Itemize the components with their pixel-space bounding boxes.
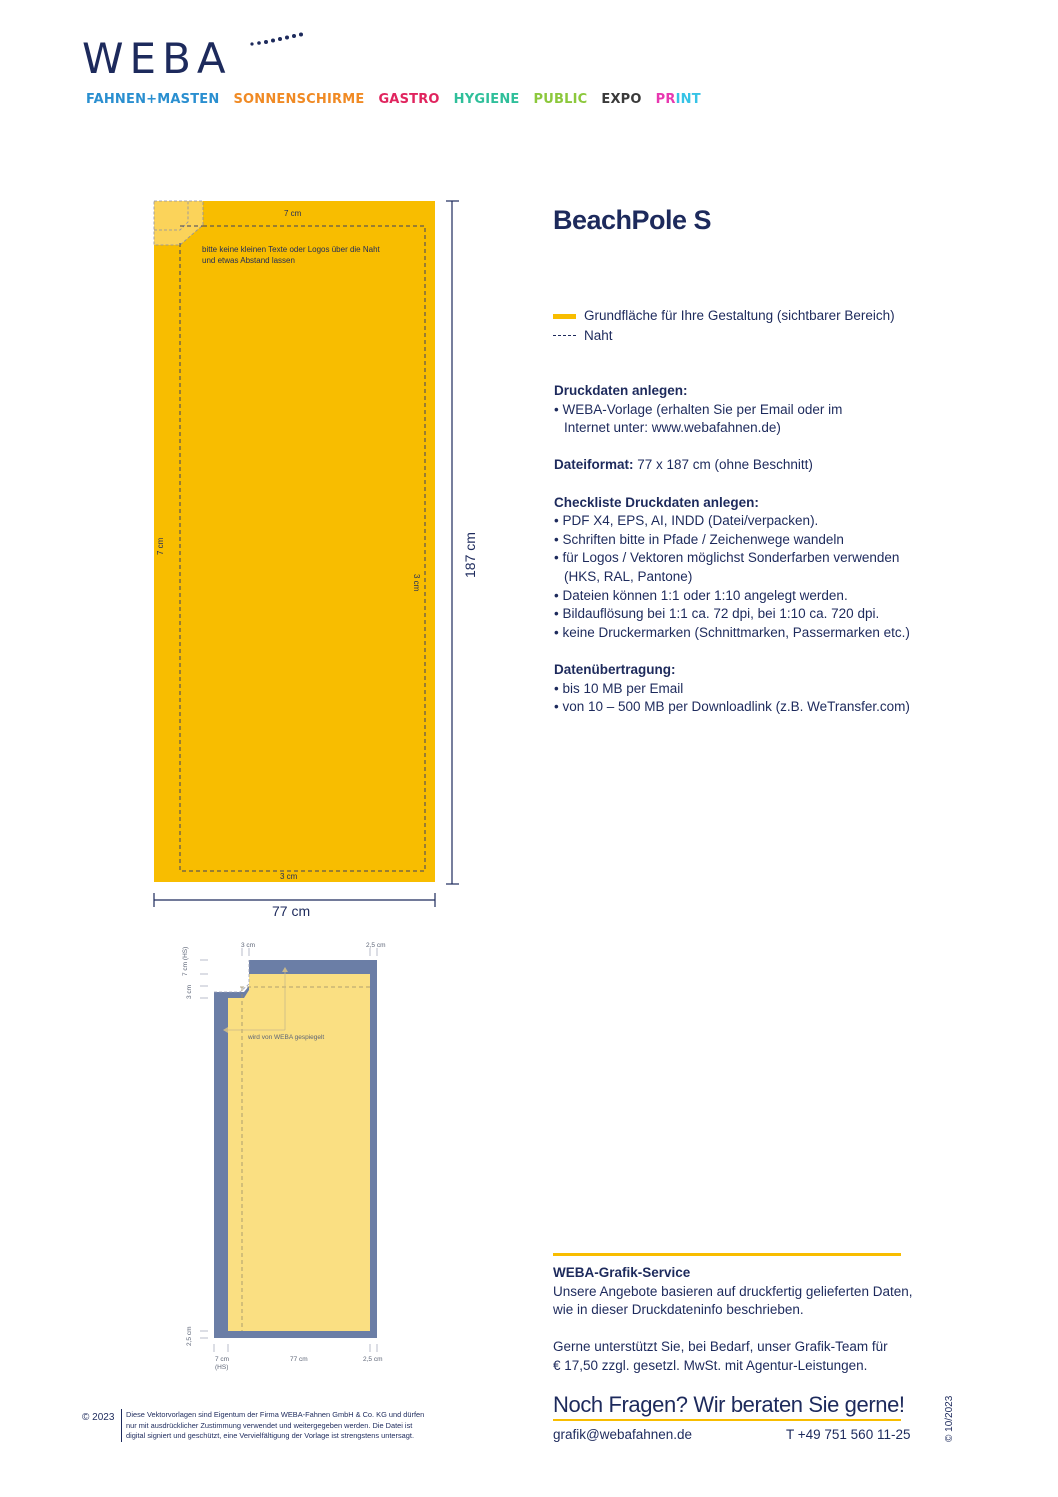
seam-note-line: und etwas Abstand lassen (202, 255, 295, 265)
detail-drawing (180, 940, 400, 1380)
legend-area (553, 307, 895, 326)
checkliste-item: • keine Druckermarken (Schnittmarken, Passermarken etc.) (554, 624, 910, 640)
category-print (656, 92, 701, 107)
disclaimer-line: digital signiert und geschützt, eine Vervielfältigung der Vorlage ist strengstens untersagt. (126, 1431, 414, 1441)
category-bar (86, 92, 701, 107)
contact-divider (553, 1419, 901, 1421)
service-text: € 17,50 zzgl. gesetzl. MwSt. mit Agentur-Leistungen. (553, 1357, 868, 1373)
top-dim-label: 7 cm (284, 209, 302, 218)
service-divider (553, 1253, 901, 1256)
checkliste-item: (HKS, RAL, Pantone) (564, 568, 693, 584)
checkliste-item: • für Logos / Vektoren möglichst Sonderfarben verwenden (554, 550, 900, 566)
detail-left-bottom-dim: 2,5 cm (186, 1326, 193, 1346)
legend-seam (553, 327, 895, 346)
uebertragung-heading: Datenübertragung: (554, 661, 676, 677)
product-title: BeachPole S (553, 205, 712, 235)
width-dim-label: 77 cm (272, 903, 311, 919)
detail-left-top-dim (182, 947, 189, 976)
disclaimer-line: Diese Vektorvorlagen sind Eigentum der Firma WEBA-Fahnen GmbH & Co. KG und dürfen (126, 1410, 425, 1419)
instructions (554, 382, 914, 717)
legend-area-label: Grundfläche für Ihre Gestaltung (sichtbarer Bereich) (584, 308, 895, 323)
category-part: PR (655, 92, 676, 107)
contact-headline: Noch Fragen? Wir beraten Sie gerne! (553, 1392, 905, 1417)
uebertragung-item: • von 10 – 500 MB per Downloadlink (z.B. WeTransfer.com) (554, 699, 910, 715)
dateiformat (554, 456, 914, 475)
checkliste-item: • Bildauflösung bei 1:1 ca. 72 dpi, bei 1:10 ca. 720 dpi. (554, 606, 880, 622)
footer-disclaimer (126, 1410, 424, 1442)
category-sonnenschirme: SONNENSCHIRME (233, 92, 365, 107)
service-text: wie in dieser Druckdateninfo beschrieben. (553, 1302, 804, 1318)
logo-dots-icon (248, 32, 308, 52)
detail-top-right-dim: 2,5 cm (366, 942, 386, 949)
category-fahnen-masten: FAHNEN+MASTEN (86, 92, 220, 107)
dateiformat-value: 77 x 187 cm (ohne Beschnitt) (633, 457, 813, 473)
footer-divider (121, 1409, 122, 1442)
category-expo: EXPO (601, 92, 642, 107)
legend-seam-swatch (553, 335, 576, 336)
druckdaten-item: • WEBA-Vorlage (erhalten Sie per Email oder im (554, 401, 843, 417)
detail-bottom-right-dim: 2,5 cm (363, 1356, 383, 1363)
footer-copyright: © 2023 (82, 1412, 115, 1423)
detail-bottom-left-value: 7 cm (215, 1356, 230, 1363)
legend-area-swatch (553, 314, 576, 319)
seam-note (202, 245, 380, 266)
service-text: Gerne unterstützt Sie, bei Bedarf, unser Grafik-Team für (553, 1339, 888, 1355)
design-area (154, 201, 435, 882)
detail-left-top-value: 7 cm (182, 961, 189, 976)
detail-bottom-left-sub: (HS) (215, 1364, 229, 1371)
detail-left-top-sub: (HS) (182, 946, 189, 961)
checkliste-item: • PDF X4, EPS, AI, INDD (Datei/verpacken). (554, 513, 819, 529)
druckdaten-item: Internet unter: www.webafahnen.de) (564, 420, 781, 436)
mirror-note: wird von WEBA gespiegelt (248, 1034, 325, 1041)
checkliste-item: • Schriften bitte in Pfade / Zeichenwege wandeln (554, 531, 844, 547)
service-heading: WEBA-Grafik-Service (553, 1265, 691, 1280)
legend-seam-label: Naht (584, 327, 613, 343)
contact-email[interactable]: grafik@webafahnen.de (553, 1427, 693, 1442)
left-dim-label: 7 cm (156, 537, 165, 555)
detail-left-mid-dim: 3 cm (186, 984, 193, 999)
category-gastro: GASTRO (378, 92, 440, 107)
legend (553, 307, 895, 345)
druckdaten-heading: Druckdaten anlegen: (554, 383, 688, 398)
bottom-dim-label: 3 cm (280, 872, 298, 881)
logo-wordmark: WEBA (82, 34, 232, 83)
seam-note-line: bitte keine kleinen Texte oder Logos über die Naht (202, 245, 380, 254)
service-text: Unsere Angebote basieren auf druckfertig gelieferten Daten, (553, 1283, 913, 1299)
contact-phone[interactable]: T +49 751 560 11-25 (786, 1427, 911, 1442)
detail-fill (228, 974, 370, 1331)
dateiformat-label: Dateiformat: (554, 457, 634, 473)
right-dim-label: 3 cm (412, 574, 421, 592)
service-block (553, 1264, 913, 1376)
checkliste-heading: Checkliste Druckdaten anlegen: (554, 494, 759, 510)
category-hygiene: HYGIENE (453, 92, 520, 107)
checkliste-item: • Dateien können 1:1 oder 1:10 angelegt werden. (554, 587, 848, 603)
detail-bottom-mid-dim: 77 cm (290, 1356, 308, 1363)
category-public: PUBLIC (533, 92, 588, 107)
disclaimer-line: nur mit ausdrücklicher Zustimmung verwendet und weitergegeben werden. Die Datei ist (126, 1420, 413, 1430)
main-drawing (140, 190, 500, 930)
detail-bottom-left-dim (215, 1356, 229, 1372)
detail-top-left-dim: 3 cm (241, 942, 256, 949)
footer-version: © 10/2023 (944, 1395, 955, 1442)
logo (82, 34, 232, 83)
uebertragung-item: • bis 10 MB per Email (554, 680, 684, 696)
height-dim-label: 187 cm (462, 532, 478, 578)
category-part: INT (675, 92, 701, 107)
